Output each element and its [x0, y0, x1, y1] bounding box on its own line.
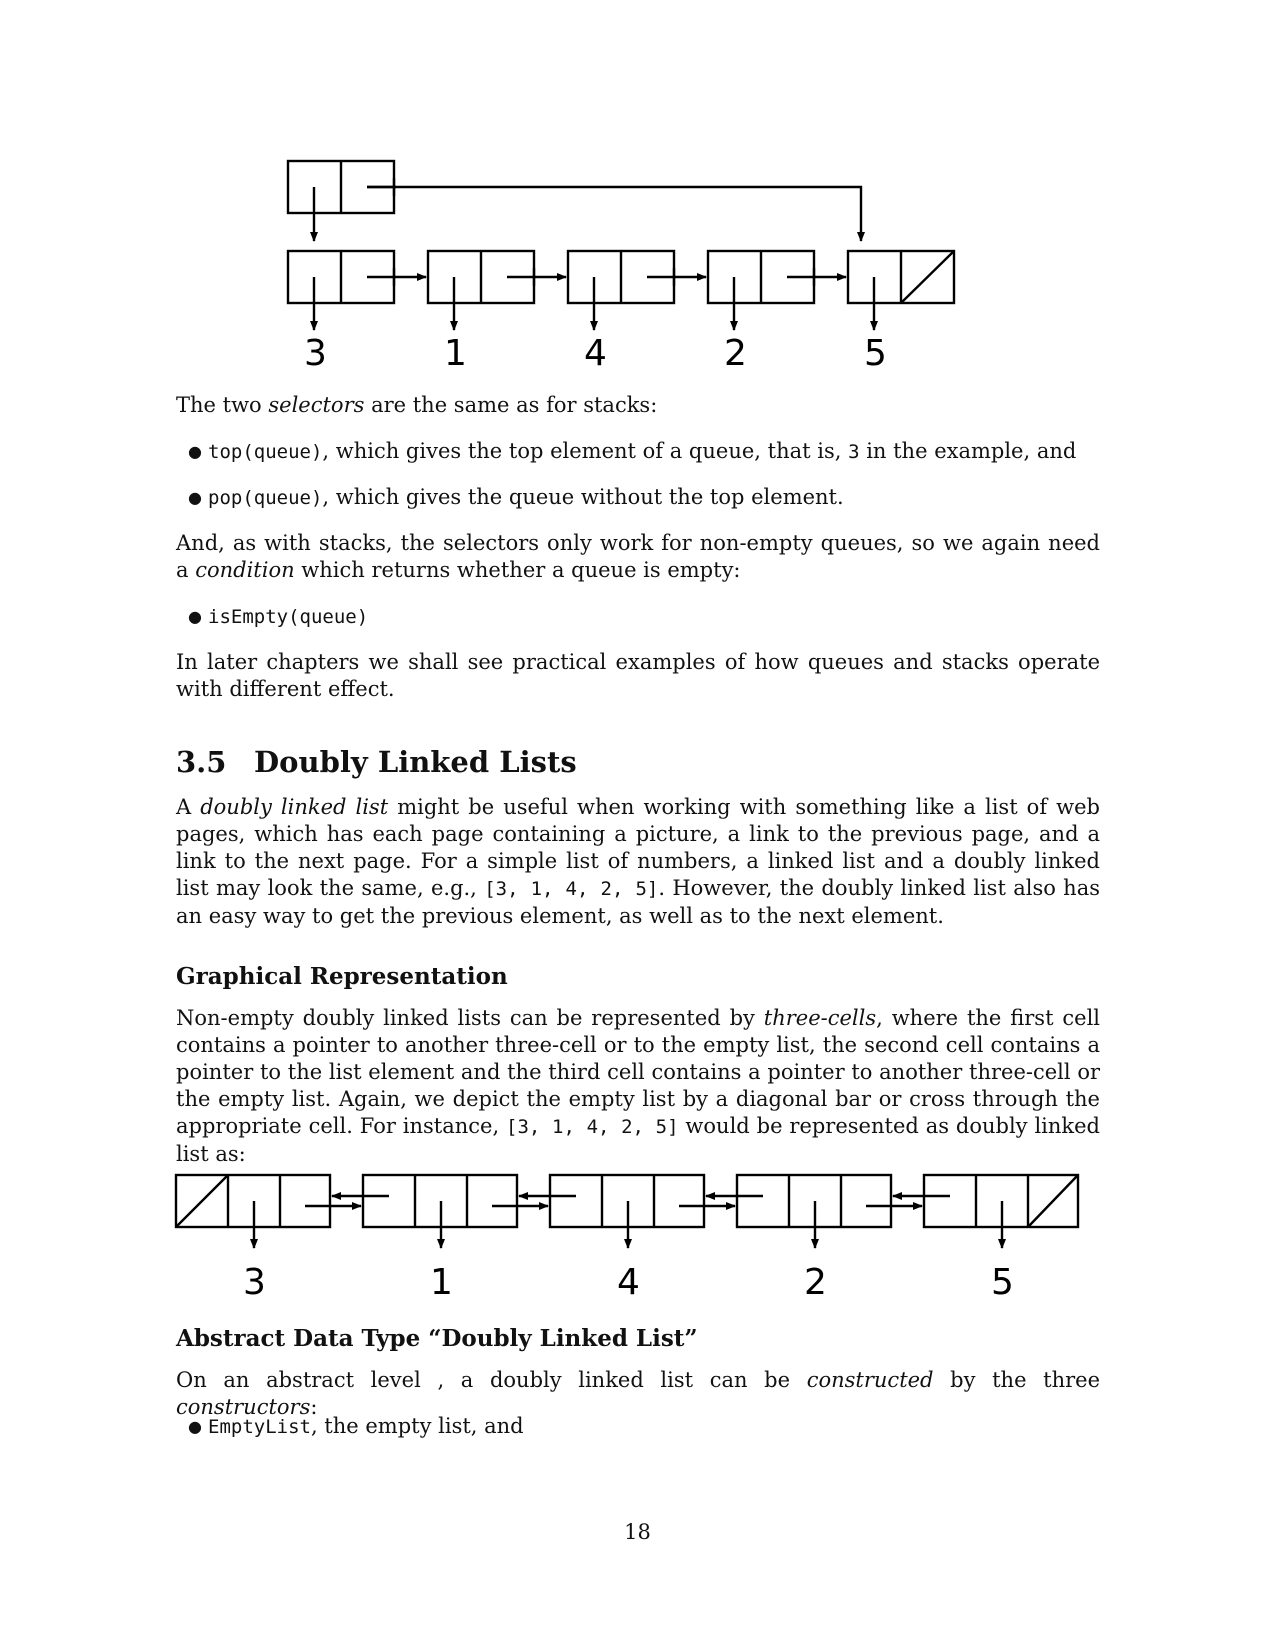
queue-value: 4 — [584, 333, 607, 374]
empty-list-bar — [1028, 1175, 1078, 1227]
section-heading: 3.5 Doubly Linked Lists — [176, 745, 577, 779]
dll-value: 1 — [430, 1262, 453, 1303]
doubly-linked-list-diagram — [0, 1170, 1275, 1310]
queue-value: 3 — [304, 333, 327, 374]
graphical-paragraph: Non-empty doubly linked lists can be represented by three-cells, where the first cell contains a pointer to another three-cell or to the empty list, the second cell contains a pointer to the list element and the third cell contains a pointer to another three-cell or the empty list. Again, we depict the empty list by a diagonal bar or cross through the appropriate cell. For instance, [3, 1, 4, 2, 5] would be represented as doubly linked list as: — [176, 1006, 1101, 1166]
queue-diagram — [0, 0, 1275, 380]
empty-list-bar — [901, 251, 954, 303]
constructor-item-empty: ● EmptyList, the empty list, and — [188, 1414, 524, 1438]
graphical-heading: Graphical Representation — [176, 963, 508, 990]
empty-list-bar — [176, 1175, 228, 1227]
adt-heading: Abstract Data Type “Doubly Linked List” — [176, 1325, 698, 1352]
condition-item: ● isEmpty(queue) — [188, 606, 369, 628]
later-paragraph: In later chapters we shall see practical examples of how queues and stacks operate with different effect. — [176, 650, 1100, 701]
dll-value: 2 — [804, 1262, 827, 1303]
dll-value: 3 — [243, 1262, 266, 1303]
selector-item-top: ● top(queue), which gives the top element of a queue, that is, 3 in the example, and — [188, 439, 1077, 463]
adt-paragraph: On an abstract level , a doubly linked list can be constructed by the three constructors: — [176, 1368, 1100, 1419]
queue-value: 5 — [864, 333, 887, 374]
selector-item-pop: ● pop(queue), which gives the queue without the top element. — [188, 485, 844, 509]
dll-value: 5 — [991, 1262, 1014, 1303]
condition-paragraph: And, as with stacks, the selectors only work for non-empty queues, so we again need a condition which returns whether a queue is empty: — [176, 531, 1100, 582]
dll-value: 4 — [617, 1262, 640, 1303]
intro-paragraph: A doubly linked list might be useful when working with something like a list of web pages, which has each page containing a picture, a link to the previous page, and a link to the next page. For a simple list of numbers, a linked list and a doubly linked list may look the same, e.g., [3, 1, 4, 2, 5]. However, the doubly linked list also has an easy way to get the previous element, as well as to the next element. — [176, 795, 1100, 928]
page-number: 18 — [624, 1520, 651, 1544]
selectors-intro: The two selectors are the same as for stacks: — [176, 393, 658, 417]
queue-value: 1 — [444, 333, 467, 374]
queue-value: 2 — [724, 333, 747, 374]
